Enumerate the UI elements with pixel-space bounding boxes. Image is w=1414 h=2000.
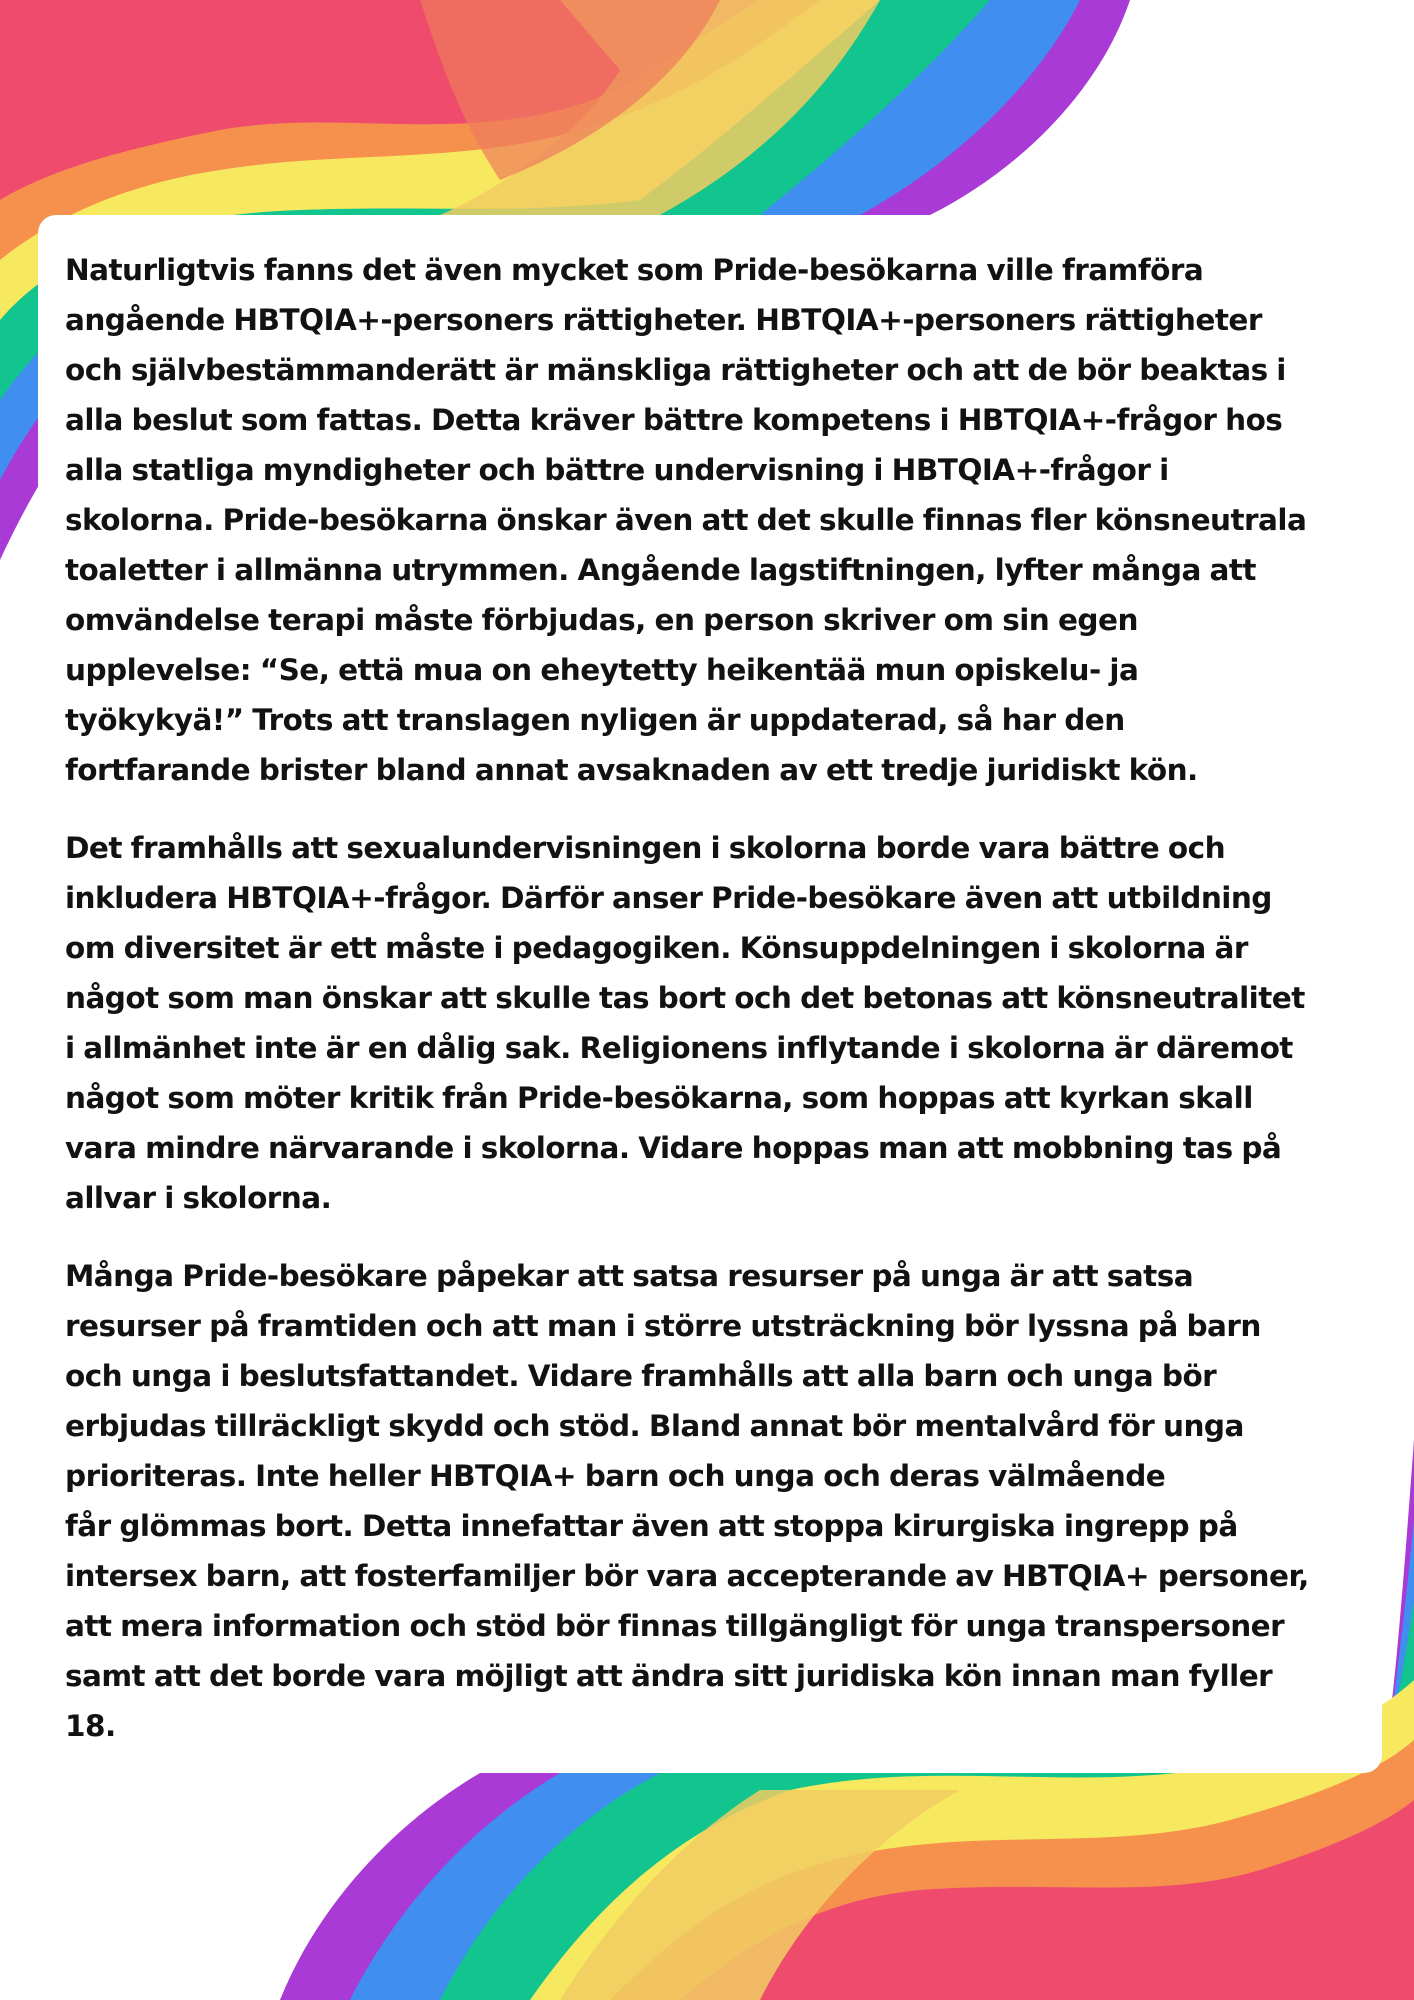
paragraph-education: Det framhålls att sexualundervisningen i skolorna borde vara bättre och inkludera HBTQIA+-frågor. Därför anser Pride-besökare även att utbildning om diversitet är ett måste i pedagogiken. Könsuppdelningen i skolorna är något som man önskar att skulle tas bort och det betonas att könsneutralitet i allmänhet inte är en dålig sak. Religionens inflytande i skolorna är däremot något som möter kritik från Pride-besökarna, som hoppas att kyrkan skall vara mindre närvarande i skolorna. Vidare hoppas man att mobbning tas på allvar i skolorna. (65, 831, 1305, 1215)
content-card (38, 215, 1382, 1773)
paragraph-rights: Naturligtvis fanns det även mycket som Pride-besökarna ville framföra angående HBTQIA+-personers rättigheter. HBTQIA+-personers rättigheter och självbestämmanderätt är mänskliga rättigheter och att de bör beaktas i alla beslut som fattas. Detta kräver bättre kompetens i HBTQIA+-frågor hos alla statliga myndigheter och bättre undervisning i HBTQIA+-frågor i skolorna. Pride-besökarna önskar även att det skulle finnas fler könsneutrala toaletter i allmänna utrymmen. Angående lagstiftningen, lyfter många att omvändelse terapi måste förbjudas, en person skriver om sin egen upplevelse: “Se, että mua on eheytetty heikentää mun opiskelu- ja työkykyä!” Trots att translagen nyligen är uppdaterad, så har den fortfarande brister bland annat avsaknaden av ett tredje juridiskt kön. (65, 253, 1307, 787)
paragraph-youth: Många Pride-besökare påpekar att satsa resurser på unga är att satsa resurser på framtiden och att man i större utsträckning bör lyssna på barn och unga i beslutsfattandet. Vidare framhålls att alla barn och unga bör erbjudas tillräckligt skydd och stöd. Bland annat bör mentalvård för unga prioriteras. Inte heller HBTQIA+ barn och unga och deras välmående får glömmas bort. Detta innefattar även att stoppa kirurgiska ingrepp på intersex barn, att fosterfamiljer bör vara accepterande av HBTQIA+ personer, att mera information och stöd bör finnas tillgängligt för unga transpersoner samt att det borde vara möjligt att ändra sitt juridiska kön innan man fyller 18. (65, 1259, 1309, 1743)
